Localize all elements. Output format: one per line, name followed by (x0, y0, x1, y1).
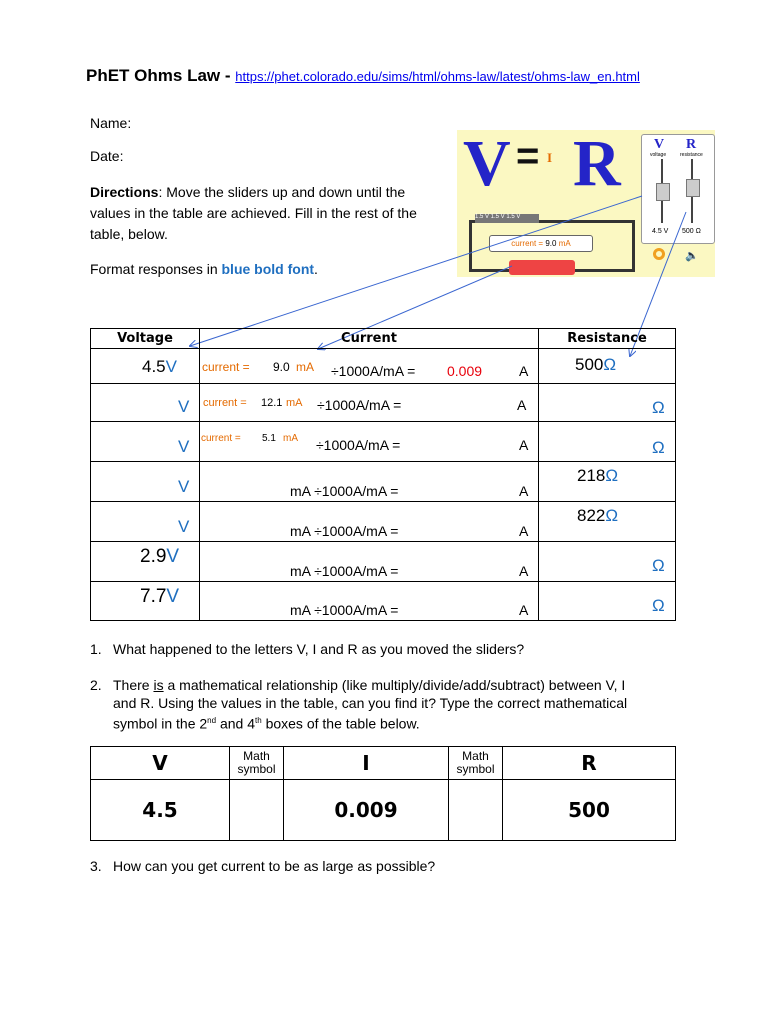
question-2 (90, 676, 690, 732)
date-label: Date: (90, 148, 124, 164)
conversion-text: ÷1000A/mA = (316, 437, 401, 453)
header-voltage: Voltage (91, 329, 200, 349)
conversion-text: mA ÷1000A/mA = (290, 523, 399, 539)
current-cell[interactable] (200, 384, 539, 422)
resistance-value: 218 (577, 466, 606, 485)
voltage-unit: V (166, 586, 180, 607)
q2-part-b: a mathematical relationship (like multiply/divide/add/subtract) between V, I (163, 677, 626, 693)
current-label: current = (201, 433, 241, 444)
current-value: 12.1 (261, 397, 283, 409)
amps-unit: A (519, 363, 529, 379)
voltage-unit: V (166, 546, 180, 567)
sound-icon[interactable]: 🔈 (685, 250, 699, 262)
panel-v-value: 4.5 V (652, 228, 669, 235)
question-3 (90, 857, 690, 877)
resistance-unit: Ω (652, 438, 665, 457)
resistance-unit: Ω (603, 355, 617, 374)
voltage-cell[interactable] (91, 384, 200, 422)
amps-value: 0.009 (447, 363, 483, 379)
phet-link[interactable]: https://phet.colorado.edu/sims/html/ohms-law/latest/ohms-law_en.html (235, 69, 640, 84)
current-unit: mA (286, 397, 303, 409)
resistance-value: 500 (575, 355, 604, 374)
voltage-unit: V (178, 397, 190, 416)
header-resistance: Resistance (539, 329, 676, 349)
resistance-value: 822 (577, 506, 606, 525)
resistance-cell[interactable] (539, 502, 676, 542)
amps-unit: A (519, 563, 529, 579)
resistance-cell[interactable] (539, 462, 676, 502)
relationship-value-row (91, 780, 676, 841)
resistance-cell[interactable] (539, 542, 676, 582)
resistance-cell[interactable] (539, 384, 676, 422)
header-v: V (91, 747, 230, 780)
current-cell[interactable] (200, 582, 539, 621)
q2-sup-nd: nd (207, 716, 217, 725)
conversion-text: mA ÷1000A/mA = (290, 483, 399, 499)
table-header-row (91, 329, 676, 349)
q2-part-d3: boxes of the table below. (261, 715, 420, 732)
voltage-value: 4.5 (142, 357, 166, 376)
current-cell[interactable] (200, 422, 539, 462)
voltage-unit: V (165, 357, 177, 376)
table-row (91, 384, 676, 422)
header-math-symbol-2: Math symbol (449, 747, 503, 780)
resistance-unit: Ω (605, 506, 619, 525)
format-prefix: Format responses in (90, 261, 222, 277)
voltage-cell[interactable] (91, 349, 200, 384)
current-label: current = (203, 397, 247, 409)
question-text: How can you get current to be as large as possible? (113, 858, 436, 874)
value-v: 4.5 (91, 780, 230, 841)
sim-current-value: 9.0 (545, 239, 557, 248)
question-number: 2. (90, 677, 102, 693)
sim-current-unit: mA (558, 239, 571, 248)
data-table (90, 328, 676, 621)
resistance-cell[interactable] (539, 422, 676, 462)
header-current: Current (200, 329, 539, 349)
resistance-cell[interactable] (539, 582, 676, 621)
conversion-text: ÷1000A/mA = (331, 363, 416, 379)
amps-unit: A (519, 483, 529, 499)
current-value: 5.1 (262, 433, 276, 444)
sim-current-label: current = (511, 239, 544, 248)
voltage-unit: V (178, 517, 190, 536)
question-1 (90, 640, 690, 660)
resistance-unit: Ω (652, 398, 665, 417)
current-unit: mA (296, 360, 314, 374)
relationship-table (90, 746, 676, 841)
q2-part-d1: symbol in the 2 (113, 715, 208, 732)
question-text: What happened to the letters V, I and R as you moved the sliders? (113, 641, 525, 657)
value-i: 0.009 (284, 780, 449, 841)
voltage-value: 7.7 (140, 586, 167, 607)
panel-v-label: V (654, 137, 665, 152)
current-cell[interactable] (200, 502, 539, 542)
panel-r-label: R (686, 137, 697, 152)
current-unit: mA (283, 433, 298, 444)
resistance-cell[interactable] (539, 349, 676, 384)
current-cell[interactable] (200, 349, 539, 384)
header-i: I (284, 747, 449, 780)
voltage-cell[interactable] (91, 542, 200, 582)
table-row (91, 582, 676, 621)
directions-label: Directions (90, 184, 159, 200)
format-highlight: blue bold font (221, 261, 315, 277)
conversion-text: ÷1000A/mA = (317, 397, 402, 413)
sim-equals: = (516, 134, 540, 178)
header-math-symbol-1: Math symbol (230, 747, 284, 780)
table-row (91, 502, 676, 542)
question-text-line (113, 676, 625, 694)
conversion-text: mA ÷1000A/mA = (290, 563, 399, 579)
amps-unit: A (517, 397, 527, 413)
voltage-cell[interactable] (91, 502, 200, 542)
voltage-unit: V (178, 477, 190, 496)
name-label: Name: (90, 115, 132, 131)
current-value: 9.0 (273, 360, 290, 374)
sim-r-letter: R (573, 127, 621, 200)
current-cell[interactable] (200, 462, 539, 502)
q2-sup-th: th (255, 716, 262, 725)
panel-r-value: 500 Ω (682, 228, 701, 235)
voltage-unit: V (178, 437, 190, 456)
amps-unit: A (519, 437, 529, 453)
question-text-line: and R. Using the values in the table, can you find it? Type the correct mathematical (113, 695, 628, 711)
amps-unit: A (519, 523, 529, 539)
format-suffix: . (314, 261, 318, 277)
panel-r-sub: resistance (680, 152, 703, 158)
question-number: 3. (90, 858, 102, 874)
voltage-cell[interactable] (91, 422, 200, 462)
sim-battery: 1.5 V 1.5 V 1.5 V (475, 214, 539, 223)
table-row (91, 349, 676, 384)
relationship-header-row (91, 747, 676, 780)
voltage-cell[interactable] (91, 582, 200, 621)
table-row (91, 422, 676, 462)
sim-i-letter: I (547, 150, 553, 165)
question-number: 1. (90, 641, 102, 657)
panel-v-sub: voltage (650, 152, 667, 158)
voltage-cell[interactable] (91, 462, 200, 502)
table-row (91, 542, 676, 582)
math-symbol-input-1[interactable] (230, 780, 284, 841)
math-symbol-input-2[interactable] (449, 780, 503, 841)
title-text: PhET Ohms Law - (86, 66, 231, 85)
header-r: R (503, 747, 676, 780)
q2-part-d2: and 4 (216, 715, 256, 732)
voltage-value: 2.9 (140, 546, 167, 567)
amps-unit: A (519, 602, 529, 618)
resistance-unit: Ω (605, 466, 619, 485)
q2-part-a: There (113, 677, 154, 693)
question-text-line (113, 712, 420, 733)
conversion-text: mA ÷1000A/mA = (290, 602, 399, 618)
current-cell[interactable] (200, 542, 539, 582)
table-row (91, 462, 676, 502)
value-r: 500 (503, 780, 676, 841)
resistance-unit: Ω (652, 556, 665, 575)
q2-underlined-is: is (153, 677, 164, 693)
current-label: current = (202, 360, 250, 374)
arrow-to-voltage (190, 196, 642, 346)
directions-text: : Move the sliders up and down until the values in the table are achieved. Fill in the rest of the table, below. (90, 184, 417, 242)
sim-v-letter: V (463, 127, 511, 200)
resistance-unit: Ω (652, 596, 665, 615)
